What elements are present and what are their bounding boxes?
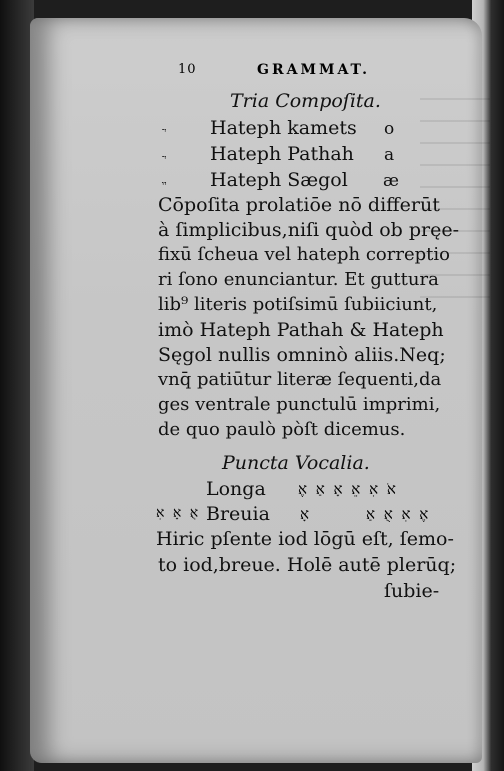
row-name-segol: Hateph Sægol [210, 169, 348, 191]
section-heading-compound: Tria Compoſita. [230, 90, 381, 112]
text-line: Cōpoſita prolatiōe nō differūt [158, 194, 440, 216]
longa-label: Longa [206, 478, 266, 500]
text-line: ri ſono enunciantur. Et guttura [158, 269, 439, 290]
row-name-pathah: Hateph Pathah [210, 143, 354, 165]
page-number: 10 [178, 62, 197, 77]
breuia-prefix-hebrew: אֻ אָ אִ [156, 505, 201, 521]
text-line: vnq̄ patiūtur literæ ſequenti,da [158, 369, 442, 390]
row-name-kamets: Hateph kamets [210, 117, 357, 139]
text-line: imò Hateph Pathah & Hateph [158, 319, 444, 341]
row-value-segol: æ [383, 171, 399, 191]
longa-hebrew: אֹ אִ אֵ אָ אַ אֶ [298, 480, 398, 498]
text-line: to iod,breue. Holē autē plerūq; [158, 554, 457, 576]
text-line: ges ventrale punctulū imprimi, [158, 394, 441, 415]
row-value-pathah: a [384, 145, 395, 165]
breuia-hebrew-group: אֶ אִ אֻ אַ [366, 505, 431, 523]
row-value-kamets: o [384, 119, 395, 139]
page-header [150, 62, 450, 84]
text-line: de quo paulò pòſt dicemus. [158, 419, 406, 440]
text-line: à ſimplicibus,niſi quòd ob pręe- [158, 219, 460, 241]
book-spine-shadow [0, 0, 34, 771]
breuia-label: Breuia [206, 503, 270, 525]
text-line: fixū ſcheua vel hateph correptio [158, 244, 450, 265]
running-head: GRAMMAT. [257, 62, 371, 78]
text-line: Hiric pſente iod lōgū eſt, ſemo- [156, 528, 454, 550]
section-heading-vowels: Puncta Vocalia. [222, 452, 370, 474]
text-line: lib⁹ literis potiſsimū ſubiiciunt, [158, 294, 438, 315]
catchword: ſubie- [384, 580, 440, 602]
text-line: Sęgol nullis omninò aliis.Neq; [158, 344, 446, 366]
breuia-hebrew-single: אָ [300, 505, 312, 523]
